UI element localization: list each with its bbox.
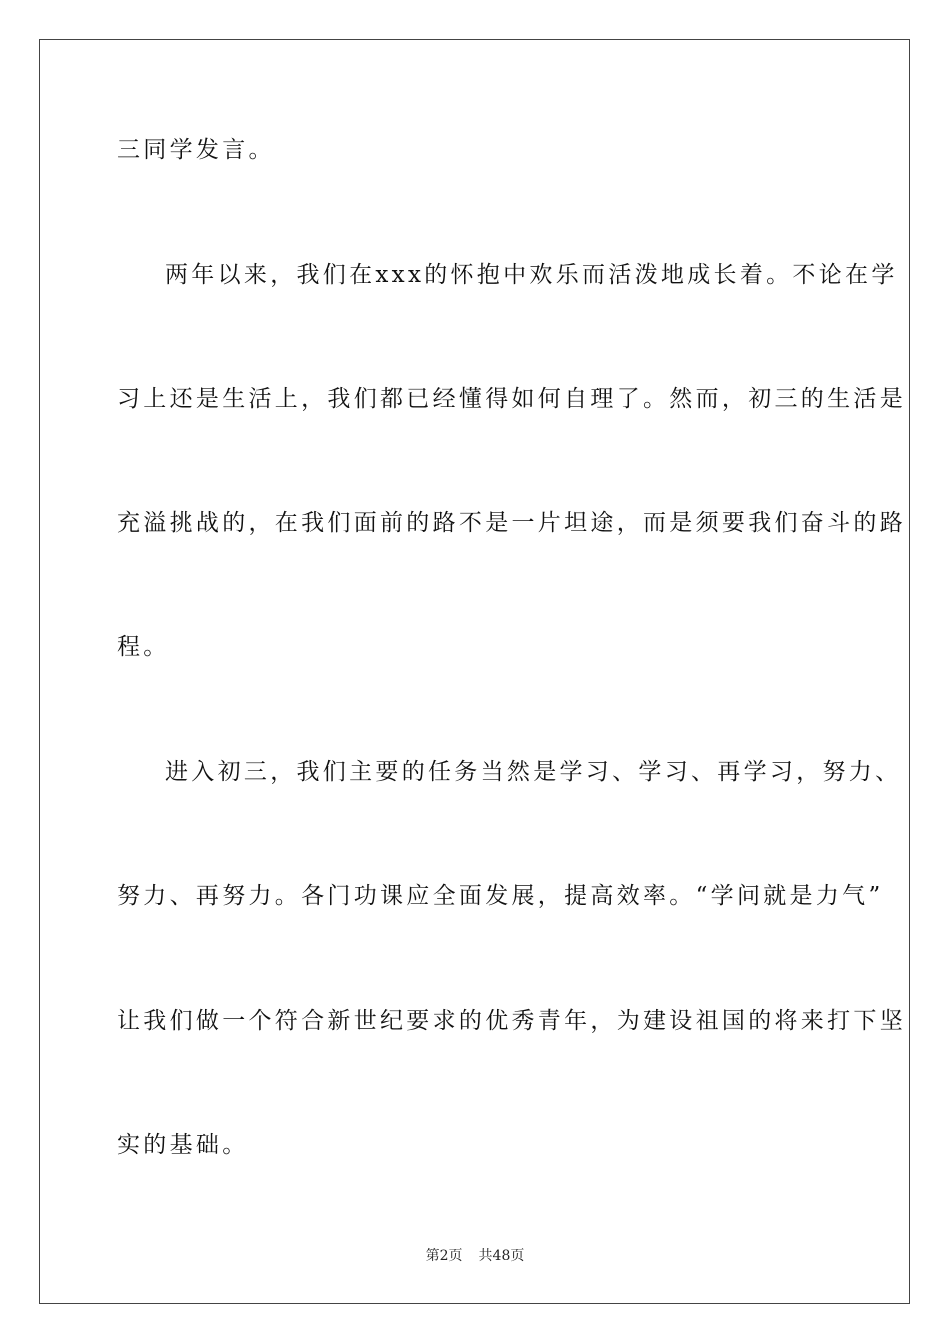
paragraph-line: 习上还是生活上，我们都已经懂得如何自理了。然而，初三的生活是 [117,386,906,412]
paragraph-line: 实的基础。 [117,1132,249,1158]
paragraph-line: 努力、再努力。各门功课应全面发展，提高效率。“学问就是力气” [117,883,884,909]
paragraph-line: 让我们做一个符合新世纪要求的优秀青年，为建设祖国的将来打下坚 [117,1008,906,1034]
paragraph-line: 程。 [117,634,170,660]
page-number: 第2页 [425,1248,463,1264]
paragraph-line: 三同学发言。 [117,137,275,163]
paragraph-line: 进入初三，我们主要的任务当然是学习、学习、再学习，努力、 [165,759,902,785]
paragraph-line: 两年以来，我们在xxx的怀抱中欢乐而活泼地成长着。不论在学 [165,262,898,288]
total-pages: 共48页 [478,1248,525,1264]
paragraph-line: 充溢挑战的，在我们面前的路不是一片坦途，而是须要我们奋斗的路 [117,510,906,536]
page-footer [0,1247,950,1265]
page-border [39,39,910,1304]
